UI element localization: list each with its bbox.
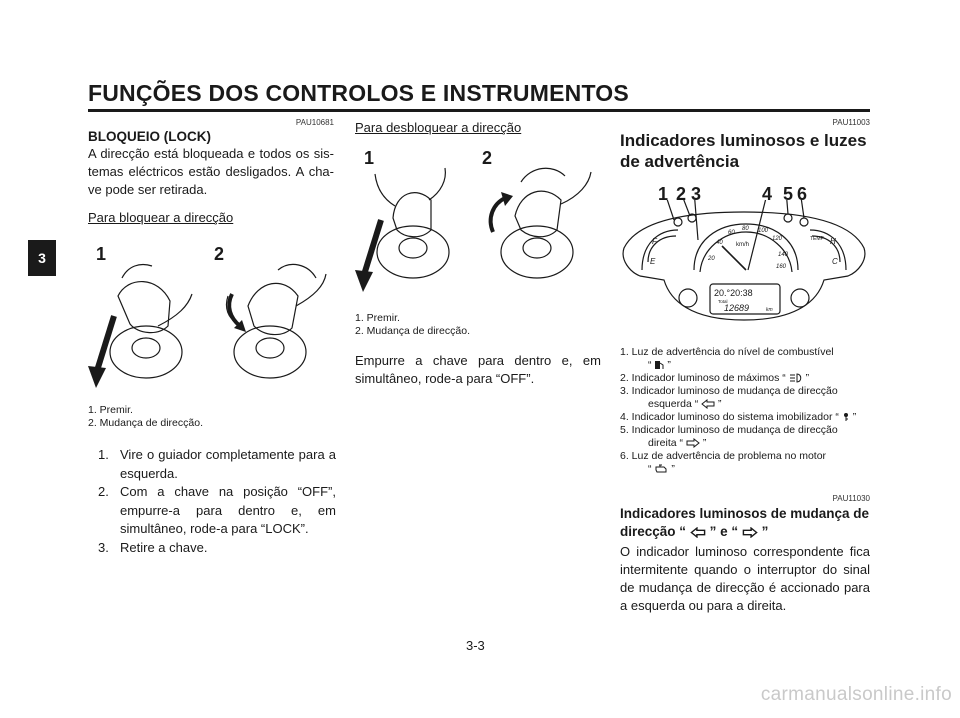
page-number: 3-3 [466, 638, 485, 653]
fuel-empty-mark: E [650, 257, 656, 266]
speed-unit: km/h [736, 242, 750, 248]
chapter-tab: 3 [28, 240, 56, 276]
lcd-total-label: Total [718, 299, 728, 304]
speed-tick-20: 20 [708, 256, 715, 262]
fuel-pump-icon [654, 360, 664, 370]
unlock-caption-1: 1. Premir. [355, 312, 400, 324]
right-turn-arrow-icon [686, 438, 700, 448]
watermark: carmanualsonline.info [760, 684, 952, 705]
temp-label: TEMP [810, 236, 824, 242]
gauge-label-5: 5 [783, 184, 794, 204]
unlock-key-illustration [355, 160, 601, 306]
gauge-label-4: 4 [762, 184, 773, 204]
speed-tick-40: 40 [716, 240, 723, 246]
figure-label-2: 2 [482, 148, 493, 168]
gauge-label-3: 3 [691, 184, 702, 204]
legend-item-right-turn: 5. Indicador luminoso de mudança de direcção direita “ ” [620, 424, 838, 449]
speed-tick-160: 160 [776, 264, 787, 270]
figure-label-1: 1 [364, 148, 375, 168]
speed-tick-60: 60 [728, 230, 735, 236]
lock-steps-list [88, 446, 336, 557]
unlock-text: Empurre a chave para dentro e, em simultâneo, rode-a para “OFF”. [355, 353, 601, 386]
section-title-turn-indicators: Indicadores luminosos de mudança de direcção “ ” e “ ” [620, 506, 870, 539]
lcd-odometer-unit: km [766, 307, 773, 313]
header-rule [88, 109, 870, 112]
lcd-odometer: 12689 [724, 303, 750, 313]
instrument-panel-illustration [618, 200, 870, 326]
left-turn-arrow-icon [701, 399, 715, 409]
turn-indicator-text: O indicador luminoso correspondente fica intermitente quando o interruptor do sinal de mudança de direcção é accionado para a esquerda ou para a direita. [620, 544, 870, 613]
speed-tick-120: 120 [772, 236, 783, 242]
legend-item-fuel: 1. Luz de advertência do nível de combustível “ ” [620, 346, 834, 371]
section-title-indicators-line1: Indicadores luminosos e luzes [620, 131, 867, 150]
lock-intro-text: A direcção está bloqueada e todos os sis-temas eléctricos estão desligados. A cha-ve pode ser retirada. [88, 146, 334, 197]
engine-icon [654, 464, 668, 474]
left-turn-arrow-icon [690, 527, 706, 538]
speed-tick-140: 140 [778, 252, 789, 258]
figure-label-2: 2 [214, 244, 225, 264]
lock-step-3: 3. Retire a chave. [98, 539, 208, 555]
unlock-caption-2: 2. Mudança de direcção. [355, 325, 470, 337]
legend-item-immobilizer: 4. Indicador luminoso do sistema imobilizador “ ” [620, 411, 857, 423]
gauge-label-2: 2 [676, 184, 687, 204]
legend-item-engine: 6. Luz de advertência de problema no motor “ ” [620, 450, 827, 475]
high-beam-icon [789, 373, 803, 383]
temp-hot-mark: H [830, 237, 836, 246]
lcd-clock: 20.°20:38 [714, 288, 753, 298]
right-turn-arrow-icon [742, 527, 758, 538]
indicator-legend [620, 346, 870, 476]
lock-step-1: 1. Vire o guiador completamente para a esquerda. [98, 447, 336, 481]
legend-item-left-turn: 3. Indicador luminoso de mudança de direcção esquerda “ ” [620, 385, 838, 410]
subhead-unlock-steering: Para desbloquear a direcção [355, 120, 522, 135]
key-icon [842, 412, 850, 422]
figure-label-1: 1 [96, 244, 107, 264]
speed-tick-100: 100 [758, 228, 769, 234]
section-title-indicators-line2: de advertência [620, 152, 740, 171]
legend-item-high-beam: 2. Indicador luminoso de máximos “ ” [620, 372, 810, 384]
gauge-label-1: 1 [658, 184, 669, 204]
section-title-lock: BLOQUEIO (LOCK) [88, 129, 211, 144]
lock-key-illustration [88, 256, 334, 402]
lock-step-2: 2. Com a chave na posição “OFF”, empurre-a para dentro e, em simultâneo, rode-a para “LOCK”. [98, 484, 336, 536]
fuel-full-mark: F [652, 237, 657, 246]
lock-caption-1: 1. Premir. [88, 404, 133, 416]
subhead-lock-steering: Para bloquear a direcção [88, 210, 234, 225]
temp-cold-mark: C [832, 257, 838, 266]
section-code: PAU10681 [295, 118, 334, 127]
section-code: PAU11030 [832, 494, 870, 503]
speed-tick-80: 80 [742, 226, 749, 232]
page-header-title: FUNÇÕES DOS CONTROLOS E INSTRUMENTOS [88, 80, 629, 106]
gauge-label-6: 6 [797, 184, 808, 204]
section-code: PAU11003 [832, 118, 870, 127]
lock-caption-2: 2. Mudança de direcção. [88, 417, 203, 429]
